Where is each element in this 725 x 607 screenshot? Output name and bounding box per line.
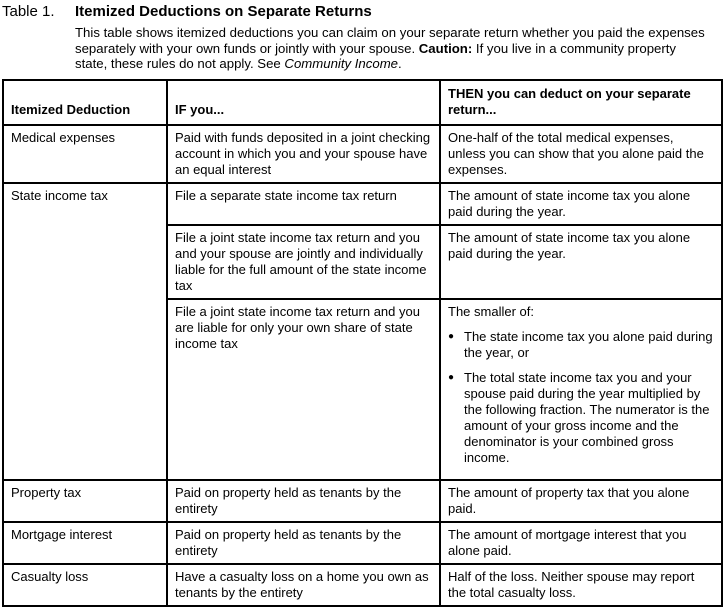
cell-if-property-tax: Paid on property held as tenants by the entirety xyxy=(167,480,440,522)
column-header-itemized-deduction: Itemized Deduction xyxy=(3,80,167,125)
column-header-then-deduct: THEN you can deduct on your separate return... xyxy=(440,80,722,125)
cell-if-casualty-loss: Have a casualty loss on a home you own as tenants by the entirety xyxy=(167,564,440,606)
community-income-reference: Community Income xyxy=(284,56,399,71)
table-intro-paragraph xyxy=(75,25,711,72)
smaller-of-intro: The smaller of: xyxy=(448,303,534,319)
intro-text-1: This table shows itemized deductions you can claim on your separate return whether you paid the expenses separately with your own funds or jointly with your spouse. xyxy=(75,25,705,56)
smaller-of-bullet-list xyxy=(448,329,713,466)
table-title: Itemized Deductions on Separate Returns xyxy=(75,3,372,20)
cell-then-state-tax-3 xyxy=(440,299,722,480)
bullet-2-text: The total state income tax you and your spouse paid during the year multiplied by the following fraction. The numerator is the amount of your gross income and the denominator is your combined gross income. xyxy=(464,369,710,465)
intro-text-2: If you live in a community property state, these rules do not apply. See xyxy=(75,40,677,71)
column-header-if-you: IF you... xyxy=(167,80,440,125)
table-row-medical-expenses xyxy=(3,125,722,183)
cell-then-state-tax-1: The amount of state income tax you alone paid during the year. xyxy=(440,183,722,225)
cell-if-state-tax-3: File a joint state income tax return and you are liable for only your own share of state income tax xyxy=(167,299,440,480)
table-caption xyxy=(2,3,723,72)
bullet-1-text: The state income tax you alone paid during the year, or xyxy=(464,328,713,360)
itemized-deductions-table xyxy=(2,79,723,607)
cell-then-medical: One-half of the total medical expenses, unless you can show that you alone paid the expenses. xyxy=(440,125,722,183)
cell-deduction-mortgage-interest: Mortgage interest xyxy=(3,522,167,564)
cell-then-mortgage-interest: The amount of mortgage interest that you alone paid. xyxy=(440,522,722,564)
list-item xyxy=(448,329,713,361)
table-row-state-tax-1 xyxy=(3,183,722,225)
cell-then-property-tax: The amount of property tax that you alone paid. xyxy=(440,480,722,522)
cell-if-medical: Paid with funds deposited in a joint checking account in which you and your spouse have an equal interest xyxy=(167,125,440,183)
cell-deduction-medical: Medical expenses xyxy=(3,125,167,183)
table-row-property-tax xyxy=(3,480,722,522)
caution-label: Caution: xyxy=(418,40,473,56)
cell-deduction-casualty-loss: Casualty loss xyxy=(3,564,167,606)
bullet-icon: ● xyxy=(448,330,455,342)
table-number-label: Table 1. xyxy=(2,3,55,20)
cell-deduction-state-income-tax: State income tax xyxy=(3,183,167,480)
cell-then-state-tax-2: The amount of state income tax you alone paid during the year. xyxy=(440,225,722,299)
cell-then-casualty-loss: Half of the loss. Neither spouse may report the total casualty loss. xyxy=(440,564,722,606)
table-row-casualty-loss xyxy=(3,564,722,606)
cell-if-mortgage-interest: Paid on property held as tenants by the entirety xyxy=(167,522,440,564)
intro-text-3: . xyxy=(398,56,402,71)
cell-deduction-property-tax: Property tax xyxy=(3,480,167,522)
bullet-icon: ● xyxy=(448,371,455,383)
table-row-mortgage-interest xyxy=(3,522,722,564)
list-item xyxy=(448,370,713,466)
cell-if-state-tax-1: File a separate state income tax return xyxy=(167,183,440,225)
table-header-row xyxy=(3,80,722,125)
caption-body xyxy=(75,3,723,72)
cell-if-state-tax-2: File a joint state income tax return and you and your spouse are jointly and individually liable for the full amount of the state income tax xyxy=(167,225,440,299)
